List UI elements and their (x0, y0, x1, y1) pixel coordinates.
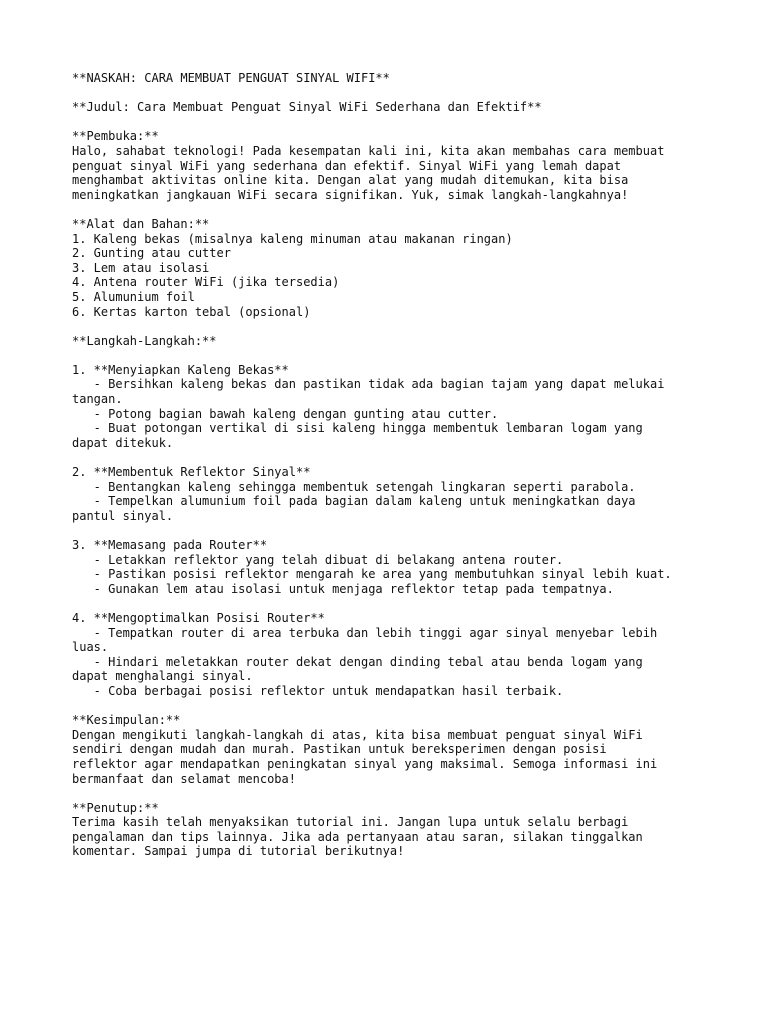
text-line: 1. **Menyiapkan Kaleng Bekas** (72, 362, 289, 377)
blank-line (72, 202, 712, 217)
text-line: 2. **Membentuk Reflektor Sinyal** (72, 465, 311, 480)
text-line: komentar. Sampai jumpa di tutorial berikutnya! (72, 844, 405, 859)
text-line: 3. Lem atau isolasi (72, 260, 210, 275)
text-line: - Tempatkan router di area terbuka dan lebih tinggi agar sinyal menyebar lebih (72, 625, 658, 640)
text-line: 5. Alumunium foil (72, 289, 195, 304)
text-line: - Bentangkan kaleng sehingga membentuk setengah lingkaran seperti parabola. (72, 479, 636, 494)
text-line: pantul sinyal. (72, 508, 174, 523)
text-line: **NASKAH: CARA MEMBUAT PENGUAT SINYAL WIFI** (72, 71, 390, 85)
text-line: 4. **Mengoptimalkan Posisi Router** (72, 610, 325, 625)
text-line: - Bersihkan kaleng bekas dan pastikan tidak ada bagian tajam yang dapat melukai (72, 377, 665, 392)
blank-line (72, 450, 712, 465)
text-line: - Letakkan reflektor yang telah dibuat di belakang antena router. (72, 552, 564, 567)
text-line: **Langkah-Langkah:** (72, 333, 217, 348)
text-line: bermanfaat dan selamat mencoba! (72, 771, 296, 786)
text-line: 1. Kaleng bekas (misalnya kaleng minuman atau makanan ringan) (72, 231, 513, 246)
text-line: Halo, sahabat teknologi! Pada kesempatan kali ini, kita akan membahas cara membuat (72, 143, 665, 158)
document-body (72, 71, 712, 859)
text-line: - Tempelkan alumunium foil pada bagian dalam kaleng untuk meningkatkan daya (72, 494, 636, 509)
text-line: **Kesimpulan:** (72, 713, 181, 728)
text-line: penguat sinyal WiFi yang sederhana dan efektif. Sinyal WiFi yang lemah dapat (72, 158, 622, 173)
text-line: - Potong bagian bawah kaleng dengan gunting atau cutter. (72, 406, 499, 421)
text-line: - Coba berbagai posisi reflektor untuk mendapatkan hasil terbaik. (72, 683, 564, 698)
blank-line (72, 319, 712, 334)
text-line: 4. Antena router WiFi (jika tersedia) (72, 275, 340, 290)
blank-line (72, 523, 712, 538)
text-line: reflektor agar mendapatkan peningkatan sinyal yang maksimal. Semoga informasi ini (72, 756, 658, 771)
text-line: - Hindari meletakkan router dekat dengan dinding tebal atau benda logam yang (72, 654, 643, 669)
text-line: 6. Kertas karton tebal (opsional) (72, 304, 311, 319)
text-line: meningkatkan jangkauan WiFi secara signifikan. Yuk, simak langkah-langkahnya! (72, 187, 629, 202)
text-line: Terima kasih telah menyaksikan tutorial ini. Jangan lupa untuk selalu berbagi (72, 815, 629, 830)
text-line: luas. (72, 640, 109, 655)
blank-line (72, 348, 712, 363)
text-line: sendiri dengan mudah dan murah. Pastikan untuk bereksperimen dengan posisi (72, 742, 607, 757)
text-line: **Alat dan Bahan:** (72, 216, 210, 231)
text-line: 2. Gunting atau cutter (72, 246, 231, 261)
blank-line (72, 86, 712, 101)
text-line: 3. **Memasang pada Router** (72, 538, 268, 552)
text-line: dapat ditekuk. (72, 435, 174, 450)
text-line: **Penutup:** (72, 800, 159, 815)
text-line: menghambat aktivitas online kita. Dengan alat yang mudah ditemukan, kita bisa (72, 173, 629, 188)
blank-line (72, 786, 712, 801)
document-page (72, 71, 712, 859)
blank-line (72, 699, 712, 714)
text-line: **Judul: Cara Membuat Penguat Sinyal WiFi Sederhana dan Efektif** (72, 100, 542, 115)
text-line: - Buat potongan vertikal di sisi kaleng hingga membentuk lembaran logam yang (72, 421, 643, 436)
blank-line (72, 115, 712, 130)
text-line: Dengan mengikuti langkah-langkah di atas, kita bisa membuat penguat sinyal WiFi (72, 727, 643, 742)
text-line: - Pastikan posisi reflektor mengarah ke area yang membutuhkan sinyal lebih kuat. (72, 567, 672, 582)
text-line: - Gunakan lem atau isolasi untuk menjaga reflektor tetap pada tempatnya. (72, 581, 614, 596)
text-line: pengalaman dan tips lainnya. Jika ada pertanyaan atau saran, silakan tinggalkan (72, 829, 643, 844)
text-line: dapat menghalangi sinyal. (72, 669, 253, 684)
text-line: **Pembuka:** (72, 129, 159, 144)
text-line: tangan. (72, 392, 123, 407)
blank-line (72, 596, 712, 611)
